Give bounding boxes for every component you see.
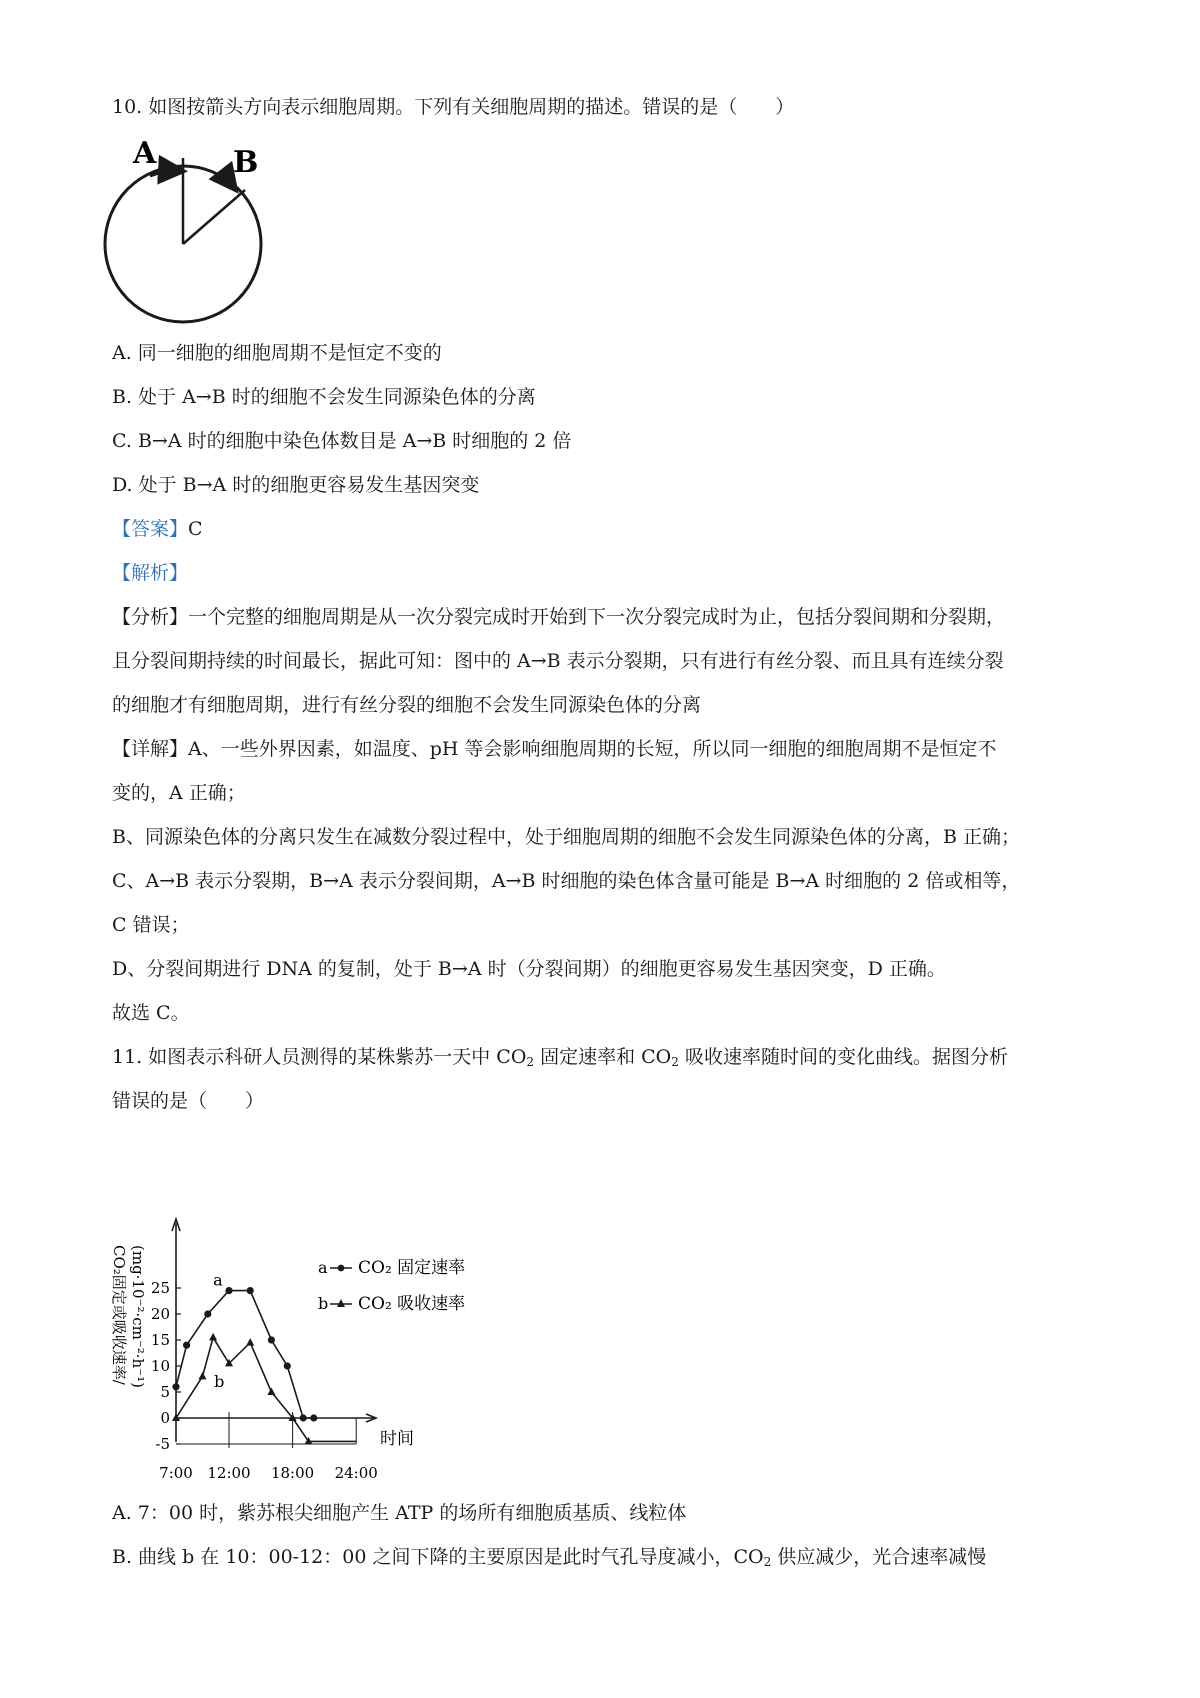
xiangjie-line-6: D、分裂间期进行 DNA 的复制，处于 B→A 时（分裂间期）的细胞更容易发生基因突变，D 正确。 bbox=[112, 958, 946, 980]
series-a-point bbox=[204, 1310, 211, 1317]
y-tick-label: 20 bbox=[150, 1305, 170, 1323]
series-a-point bbox=[284, 1362, 291, 1369]
series-b-line bbox=[176, 1337, 356, 1441]
legend-marker-triangle bbox=[337, 1299, 345, 1307]
series-b-point bbox=[199, 1372, 207, 1380]
q10-stem: 10. 如图按箭头方向表示细胞周期。下列有关细胞周期的描述。错误的是（ ） bbox=[112, 96, 795, 118]
q11-stem-line-2: 错误的是（ ） bbox=[112, 1090, 265, 1112]
q11-option-a: A. 7：00 时，紫苏根尖细胞产生 ATP 的场所有细胞质基质、线粒体 bbox=[112, 1502, 687, 1524]
legend-marker-circle bbox=[338, 1265, 345, 1272]
q10-option-a: A. 同一细胞的细胞周期不是恒定不变的 bbox=[112, 342, 442, 364]
label-b: B bbox=[233, 145, 259, 180]
x-tick-label: 12:00 bbox=[207, 1464, 251, 1482]
q10-option-b: B. 处于 A→B 时的细胞不会发生同源染色体的分离 bbox=[112, 386, 536, 408]
x-tick-label: 7:00 bbox=[159, 1464, 193, 1482]
series-a-point bbox=[247, 1287, 254, 1294]
series-a-point bbox=[268, 1336, 275, 1343]
xiangjie-line-7: 故选 C。 bbox=[112, 1002, 190, 1024]
fenxi-line-2: 且分裂间期持续的时间最长，据此可知：图中的 A→B 表示分裂期，只有进行有丝分裂、而且具有连续分裂 bbox=[112, 650, 1004, 672]
fenxi-line-1: 【分析】一个完整的细胞周期是从一次分裂完成时开始到下一次分裂完成时为止，包括分裂间期和分裂期， bbox=[112, 606, 1006, 628]
fenxi-line-3: 的细胞才有细胞周期，进行有丝分裂的细胞不会发生同源染色体的分离 bbox=[112, 694, 702, 716]
analysis-label: 【解析】 bbox=[112, 562, 189, 584]
y-tick-label: 25 bbox=[150, 1279, 170, 1297]
radius-b bbox=[183, 190, 245, 244]
y-tick-label: 10 bbox=[150, 1357, 170, 1375]
series-a-line bbox=[176, 1291, 314, 1418]
series-a-point bbox=[300, 1414, 307, 1421]
q11-stem-line-1: 11. 如图表示科研人员测得的某株紫苏一天中 $CO_2$ 固定速率和 $CO_2$ 吸收速率随时间的变化曲线。据图分析 bbox=[112, 1046, 1008, 1069]
xiangjie-line-2: 变的，A 正确； bbox=[112, 782, 246, 804]
series-b-point bbox=[209, 1333, 217, 1341]
series-a-point bbox=[310, 1414, 317, 1421]
y-label-line-1: CO₂固定或吸收速率/ bbox=[110, 1245, 128, 1385]
y-tick-label: 5 bbox=[160, 1383, 170, 1401]
y-tick-label: -5 bbox=[155, 1435, 170, 1453]
cell-cycle-diagram bbox=[100, 140, 300, 365]
xiangjie-line-1: 【详解】A、一些外界因素，如温度、pH 等会影响细胞周期的长短，所以同一细胞的细胞周期不是恒定不 bbox=[112, 738, 997, 760]
label-a: A bbox=[133, 140, 157, 171]
answer-label: 【答案】 bbox=[112, 518, 189, 540]
xiangjie-line-5: C 错误； bbox=[112, 914, 190, 936]
series-b-key: b bbox=[214, 1371, 225, 1391]
legend-text-a: CO₂ 固定速率 bbox=[358, 1258, 466, 1278]
q11-option-b: B. 曲线 b 在 10：00-12：00 之间下降的主要原因是此时气孔导度减小，$CO_2$ 供应减少，光合速率减慢 bbox=[112, 1546, 987, 1569]
co2-rate-chart bbox=[100, 1205, 540, 1485]
x-tick-label: 18:00 bbox=[270, 1464, 315, 1482]
answer-value: C bbox=[188, 518, 203, 540]
xiangjie-line-3: B、同源染色体的分离只发生在减数分裂过程中，处于细胞周期的细胞不会发生同源染色体的分离，B 正确； bbox=[112, 826, 1020, 848]
axes bbox=[172, 1219, 376, 1448]
series-b-point bbox=[267, 1388, 275, 1396]
y-tick-label: 0 bbox=[160, 1409, 170, 1427]
legend-text-b: CO₂ 吸收速率 bbox=[358, 1294, 466, 1314]
y-label-line-2: (mg·10⁻²·cm⁻²·h⁻¹) bbox=[129, 1245, 147, 1388]
xiangjie-line-4: C、A→B 表示分裂期，B→A 表示分裂间期，A→B 时细胞的染色体含量可能是 B→A 时细胞的 2 倍或相等， bbox=[112, 870, 1021, 892]
legend-key-a: a bbox=[318, 1258, 328, 1277]
answer bbox=[112, 516, 203, 542]
q10-option-d: D. 处于 B→A 时的细胞更容易发生基因突变 bbox=[112, 474, 480, 496]
y-axis-label bbox=[110, 1245, 147, 1388]
legend-key-b: b bbox=[318, 1294, 329, 1313]
x-tick-label: 24:00 bbox=[334, 1464, 378, 1482]
x-axis-label: 时间 bbox=[380, 1429, 414, 1449]
series-a-point bbox=[172, 1383, 179, 1390]
y-tick-label: 15 bbox=[150, 1331, 170, 1349]
q10-option-c: C. B→A 时的细胞中染色体数目是 A→B 时细胞的 2 倍 bbox=[112, 430, 572, 452]
series-a-point bbox=[183, 1342, 190, 1349]
legend bbox=[318, 1258, 465, 1314]
series-a-key: a bbox=[213, 1270, 223, 1290]
series-b-point bbox=[246, 1338, 254, 1346]
series-a-point bbox=[225, 1287, 232, 1294]
